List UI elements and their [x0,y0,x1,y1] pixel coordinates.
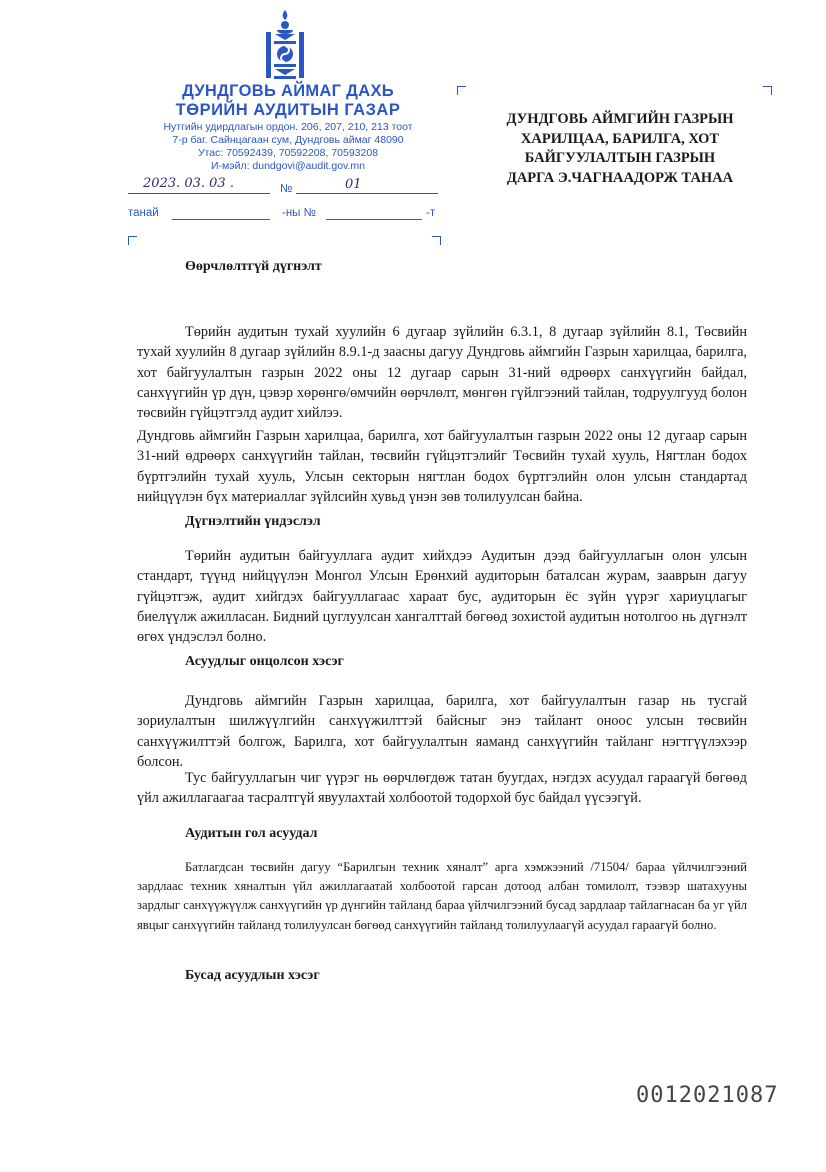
document-title: Өөрчлөлтгүй дүгнэлт [185,259,322,274]
soyombo-emblem-icon [262,10,308,82]
ref-line [326,219,422,220]
corner-mark [128,236,137,245]
address-line1: Нутгийн удирдлагын ордон. 206, 207, 210, 213 тоот [163,121,413,133]
corner-mark [432,236,441,245]
number-handwritten: 01 [345,177,362,192]
section-heading-emphasis: Асуудлыг онцолсон хэсэг [185,654,344,669]
addressee-line2: ХАРИЛЦАА, БАРИЛГА, ХОТ [520,130,720,147]
corner-mark [457,86,466,95]
email-line: И-мэйл: dundgovi@audit.gov.mn [210,160,366,172]
paragraph-3: Төрийн аудитын байгууллага аудит хийхдээ Аудитын дээд байгууллагын олон улсын стандарт, түүнд нийцүүлэн Монгол Улсын Ерөнхий аудиторын баталсан журам, зааврын дагуу гүйцэтгэж, аудит хийгдэх байгууллагаас хараат бус, аудиторын ёс зүйн үүрэг хариуцлагыг биелүүлж ажилласан. Бидний цуглуулсан хангалттай бөгөөд зохистой аудитын нотолгоо нь дүгнэлт өгөх үндэслэл болно. [137,548,747,646]
addressee-line4: ДАРГА Э.ЧАГНААДОРЖ ТАНАА [506,169,734,186]
number-line [296,193,438,194]
ref-label: -ны № [282,207,316,219]
phone-line: Утас: 70592439, 70592208, 70593208 [197,147,379,159]
address-line2: 7-р баг. Сайнцагаан сум, Дундговь аймаг 48090 [172,134,404,146]
addressee-line1: ДУНДГОВЬ АЙМГИЙН ГАЗРЫН [506,111,734,127]
addressee-line3: БАЙГУУЛАЛТЫН ГАЗРЫН [524,150,716,166]
date-handwritten: 2023. 03. 03 . [143,176,234,191]
section-heading-key-matters: Аудитын гол асуудал [185,826,318,841]
paragraph-5: Тус байгууллагын чиг үүрэг нь өөрчлөгдөж татан буугдах, нэгдэх асуудал гараагүй бөгөөд үйл ажиллагаагаа тасралтгүй явуулахтай холбоотой тодорхой бус байдал үүсээгүй. [137,770,747,807]
date-line [128,193,270,194]
addressee-block [475,110,765,188]
paragraph-4: Дундговь аймгийн Газрын харилцаа, барилга, хот байгуулалтын газар нь тусгай зориулалтын шилжүүлгийн санхүүжилттэй байсныг энэ тайлант оноос улсын төсвийн санхүүжилттэй болгож, Барилга, хот байгуулалтын яаманд санхүүгийн тайланг нэгтгүүлэхээр болсон. [137,693,747,770]
ref-suffix: -т [426,207,436,219]
paragraph-1: Төрийн аудитын тухай хуулийн 6 дугаар зүйлийн 6.3.1, 8 дугаар зүйлийн 8.1, Төсвийн тухай хуулийн 8 дугаар зүйлийн 8.9.1-д заасны дагуу Дундговь аймгийн Газрын харилцаа, барилга, хот байгуулалтын газрын 2022 оны 12 дугаар сарын 31-ний өдрөөрх санхүүгийн байдал, санхүүгийн үр дүн, цэвэр хөрөнгө/өмчийн өөрчлөлт, мөнгөн гүйлгээний тайлан, тодруулгууд болон төсвийн гүйцэтгэлд аудит хийлээ. [137,324,747,422]
number-label: № [280,183,293,195]
org-name-line2: ТӨРИЙН АУДИТЫН ГАЗАР [175,101,401,119]
to-label: танай [128,207,159,219]
paragraph-6: Батлагдсан төсвийн дагуу “Барилгын техник хяналт” арга хэмжээний /71504/ бараа үйлчилгээний зардлаас техник хяналтын үйл ажиллагаатай холбоотой гарсан дотоод албан томилолт, тээвэр шатахууны зардлыг санхүүжүүлж санхүүгийн үр дүнгийн тайланд бараа үйлчилгээний бусад зардлаар тайлагнасан ба уг үйл явцыг санхүүгийн тайланд толилуулсан бөгөөд санхүүгийн тайланд толилуулаагүй асуудал гараагүй болно. [137,860,747,932]
paragraph-2: Дундговь аймгийн Газрын харилцаа, барилга, хот байгуулалтын газрын 2022 оны 12 дугаар сарын 31-ний өдрөөрх санхүүгийн тайлан, төсвийн гүйцэтгэлийг Төсвийн тухай хууль, Нягтлан бодох бүртгэлийн тухай хууль, Улсын секторын нягтлан бодох бүртгэлийн олон улсын стандартад нийцүүлэн бүх материаллаг зүйлсийн хувьд үнэн зөв толилуулсан байна. [137,428,747,505]
section-heading-basis: Дүгнэлтийн үндэслэл [185,514,321,529]
corner-mark [763,86,772,95]
org-name-line1: ДУНДГОВЬ АЙМАГ ДАХЬ [182,82,394,100]
to-line [172,219,270,220]
stamp-number: 0012021087 [636,1083,779,1108]
section-heading-other: Бусад асуудлын хэсэг [185,968,320,983]
